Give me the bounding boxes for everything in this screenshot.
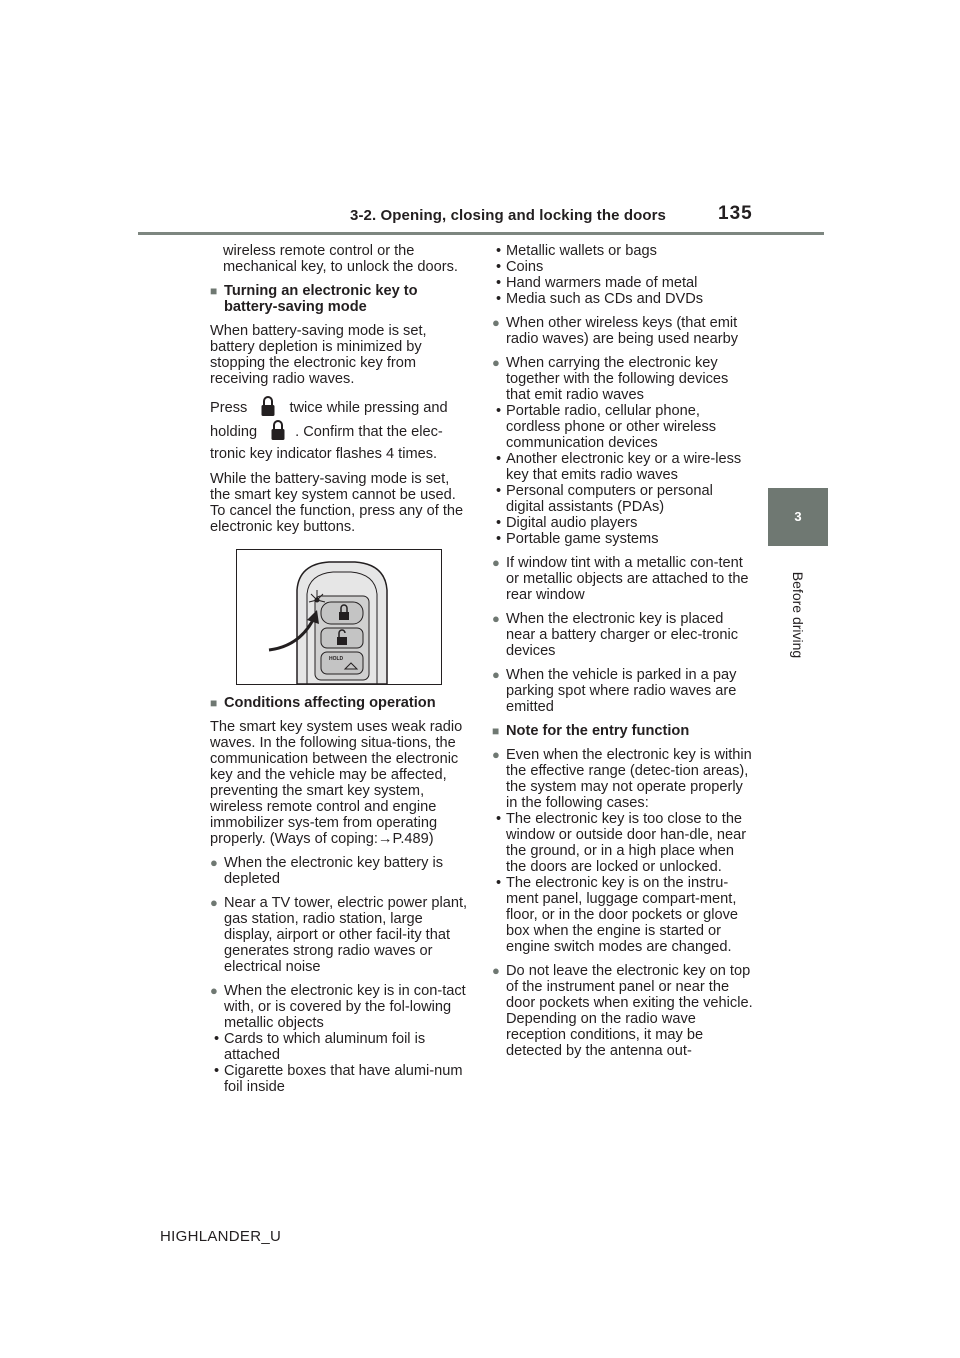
- conditions-body: The smart key system uses weak radio waves. In the following situa-tions, the communication between the electronic key and the vehicle may be affected, preventing the smart key system, wireless remote control and engine immobilizer sys-tem from operating properly. (Ways of coping:: [210, 719, 463, 847]
- list-item: [492, 747, 754, 955]
- chapter-label: Before driving: [790, 571, 807, 659]
- square-bullet-icon: ■: [210, 284, 218, 298]
- bullet-text: Near a TV tower, electric power plant, gas station, radio station, large display, airport or other facil-ity that generates strong radio waves or electrical noise: [224, 895, 468, 975]
- left-column: [210, 243, 470, 1103]
- list-item: [210, 895, 470, 975]
- entry-heading-text: Note for the entry function: [506, 723, 690, 739]
- sub-item-text: Digital audio players: [506, 515, 638, 531]
- bullet-text: Even when the electronic key is within the effective range (detec-tion areas), the system may not operate properly in the following cases:: [506, 747, 752, 811]
- circle-bullet-icon: ●: [492, 555, 500, 570]
- list-item: [492, 555, 754, 603]
- header-rule: [138, 232, 824, 235]
- sub-item-text: The electronic key is too close to the window or outside door han-dle, near the ground, or in a high place when the doors are locked or unlocked.: [506, 811, 747, 875]
- list-item: [492, 611, 754, 659]
- conditions-text: [210, 719, 470, 847]
- sub-list-item: • The electronic key is too close to the window or outside door han-dle, near the ground, or in a high place when the doors are locked or unlocked.: [492, 811, 754, 875]
- right-column: [492, 243, 754, 1067]
- key-fob-figure: [236, 549, 442, 685]
- cancel-text: While the battery-saving mode is set, the smart key system cannot be used. To cancel the function, press any of the electronic key buttons.: [210, 471, 464, 535]
- chapter-label-container: [768, 560, 828, 670]
- bullet-text: When the electronic key battery is depleted: [224, 855, 444, 887]
- sub-item-text: Cigarette boxes that have alumi-num foil inside: [224, 1063, 463, 1095]
- press-text-1: Press: [210, 400, 248, 416]
- lock-button-icon: [261, 419, 295, 441]
- chapter-number: 3: [794, 509, 802, 524]
- list-item: [210, 983, 470, 1095]
- key-fob-illustration: [237, 550, 441, 684]
- entry-heading: [492, 723, 754, 739]
- bullet-text: If window tint with a metallic con-tent or metallic objects are attached to the rear window: [506, 555, 749, 603]
- page-reference[interactable]: P.489): [392, 831, 434, 847]
- circle-bullet-icon: ●: [492, 611, 500, 626]
- sub-item-text: The electronic key is on the instru-ment panel, luggage compart-ment, floor, or in the door pockets or glove box when the engine is started or engine switch modes are changed.: [506, 875, 739, 955]
- circle-bullet-icon: ●: [492, 315, 500, 330]
- sub-list-item: • Media such as CDs and DVDs: [496, 291, 704, 307]
- section-title: 3-2. Opening, closing and locking the doors: [350, 207, 666, 224]
- list-item: [492, 315, 754, 347]
- circle-bullet-icon: ●: [210, 895, 218, 910]
- sub-list-item: • Personal computers or personal digital assistants (PDAs): [492, 483, 754, 515]
- lock-button-icon: [251, 395, 285, 417]
- sub-list-item: • Metallic wallets or bags: [496, 243, 657, 259]
- sub-list-item: • Hand warmers made of metal: [496, 275, 698, 291]
- square-bullet-icon: ■: [492, 724, 500, 738]
- sub-item-text: Media such as CDs and DVDs: [506, 291, 704, 307]
- bullet-text: When carrying the electronic key together with the following devices that emit radio waves: [506, 355, 729, 403]
- circle-bullet-icon: ●: [492, 667, 500, 682]
- battery-heading-text: Turning an electronic key to battery-saving mode: [224, 283, 418, 315]
- figure-hold-label: HOLD: [329, 656, 344, 662]
- press-text-4: . Confirm that the elec-: [295, 424, 443, 440]
- sub-item-text: Another electronic key or a wire-less key that emits radio waves: [506, 451, 742, 483]
- bullet-text: When the electronic key is placed near a battery charger or elec-tronic devices: [506, 611, 738, 659]
- list-item: [492, 355, 754, 547]
- press-text-3: holding: [210, 424, 258, 440]
- conditions-heading: [210, 695, 470, 711]
- sub-list-item: • Cards to which aluminum foil is attached: [210, 1031, 470, 1063]
- sub-item-text: Personal computers or personal digital assistants (PDAs): [506, 483, 713, 515]
- sub-item-text: Cards to which aluminum foil is attached: [224, 1031, 426, 1063]
- arrow-right-icon: →: [377, 831, 393, 847]
- circle-bullet-icon: ●: [492, 747, 500, 762]
- press-text-5: tronic key indicator flashes 4 times.: [210, 446, 438, 462]
- battery-text: When battery-saving mode is set, battery depletion is minimized by stopping the electronic key from receiving radio waves.: [210, 323, 427, 387]
- footer-model: HIGHLANDER_U: [160, 1228, 282, 1245]
- sub-item-text: Metallic wallets or bags: [506, 243, 657, 259]
- battery-heading: [210, 283, 470, 315]
- sub-item-text: Coins: [506, 259, 544, 275]
- circle-bullet-icon: ●: [492, 963, 500, 978]
- list-item: [210, 855, 470, 887]
- sub-list-item: • The electronic key is on the instru-ment panel, luggage compart-ment, floor, or in the door pockets or glove box when the engine is started or engine switch modes are changed.: [492, 875, 754, 955]
- sub-item-text: Portable radio, cellular phone, cordless phone or other wireless communication devices: [506, 403, 717, 451]
- circle-bullet-icon: ●: [492, 355, 500, 370]
- sub-item-text: Portable game systems: [506, 531, 659, 547]
- sub-list-item: • Another electronic key or a wire-less key that emits radio waves: [492, 451, 754, 483]
- conditions-heading-text: Conditions affecting operation: [224, 695, 436, 711]
- square-bullet-icon: ■: [210, 696, 218, 710]
- circle-bullet-icon: ●: [210, 855, 218, 870]
- sub-list-item: • Cigarette boxes that have alumi-num foil inside: [210, 1063, 470, 1095]
- list-item: [492, 963, 754, 1059]
- sub-list-item: • Digital audio players: [496, 515, 638, 531]
- metal-items-list: [492, 243, 754, 307]
- bullet-text: When the vehicle is parked in a pay parking spot where radio waves are emitted: [506, 667, 737, 715]
- sub-list-item: • Portable radio, cellular phone, cordless phone or other wireless communication devices: [492, 403, 754, 451]
- sub-list-item: • Portable game systems: [496, 531, 659, 547]
- press-text-2: twice while pressing and: [289, 400, 448, 416]
- bullet-text: When the electronic key is in con-tact with, or is covered by the fol-lowing metallic objects: [224, 983, 466, 1031]
- intro-text: wireless remote control or the mechanical key, to unlock the doors.: [223, 243, 458, 275]
- page-number: 135: [718, 203, 753, 224]
- sub-list-item: • Coins: [496, 259, 544, 275]
- bullet-text: When other wireless keys (that emit radio waves) are being used nearby: [506, 315, 739, 347]
- press-instruction: [210, 395, 470, 465]
- sub-item-text: Hand warmers made of metal: [506, 275, 698, 291]
- list-item: [492, 667, 754, 715]
- circle-bullet-icon: ●: [210, 983, 218, 998]
- chapter-tab: [768, 488, 828, 546]
- bullet-text: Do not leave the electronic key on top of the instrument panel or near the door pockets when exiting the vehicle. Depending on the radio wave reception conditions, it may be detected by the antenna out-: [506, 963, 753, 1059]
